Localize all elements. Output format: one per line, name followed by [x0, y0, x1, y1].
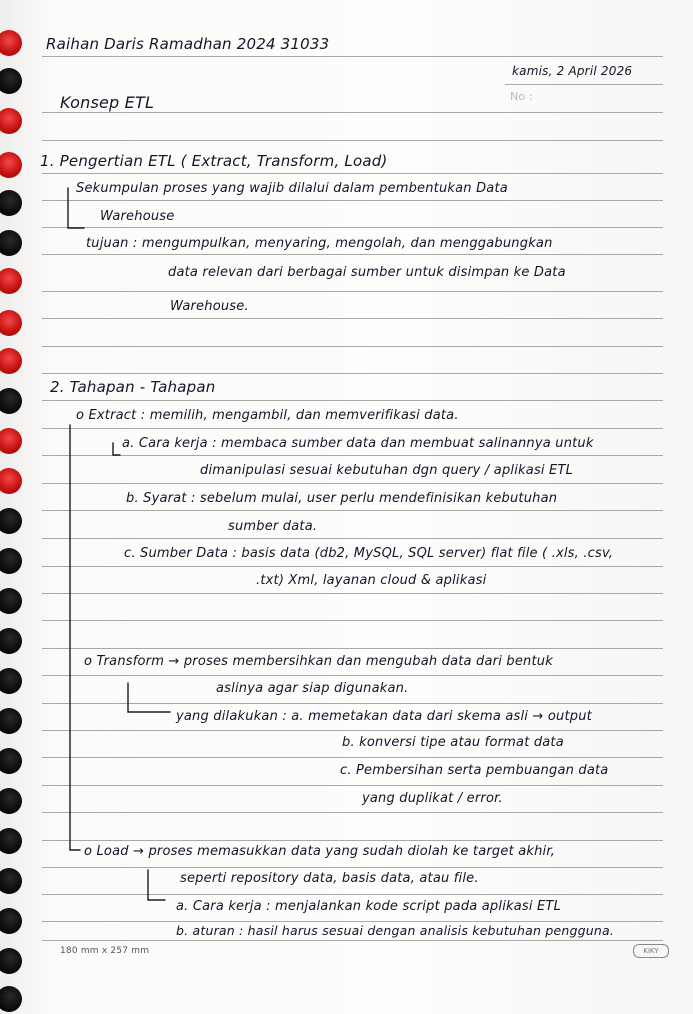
transform-point: yang duplikat / error.: [362, 791, 503, 806]
goal-line: tujuan : mengumpulkan, menyaring, mengolah, dan menggabungkan: [86, 236, 553, 251]
transform-line: aslinya agar siap digunakan.: [216, 681, 409, 696]
transform-point: b. konversi tipe atau format data: [342, 735, 564, 750]
load-line: seperti repository data, basis data, atau file.: [180, 871, 479, 886]
goal-line: Warehouse.: [170, 299, 249, 314]
transform-point: c. Pembersihan serta pembuangan data: [340, 763, 609, 778]
load-point: b. aturan : hasil harus sesuai dengan analisis kebutuhan pengguna.: [176, 923, 615, 938]
extract-point: .txt) Xml, layanan cloud & aplikasi: [256, 573, 487, 588]
extract-point: dimanipulasi sesuai kebutuhan dgn query / aplikasi ETL: [200, 463, 574, 478]
extract-point: a. Cara kerja : membaca sumber data dan membuat salinannya untuk: [122, 436, 594, 451]
definition-line: Warehouse: [100, 209, 175, 224]
load-line: o Load → proses memasukkan data yang sudah diolah ke target akhir,: [84, 844, 556, 859]
extract-point: c. Sumber Data : basis data (db2, MySQL, SQL server) flat file ( .xls, .csv,: [124, 546, 614, 561]
author-name-line: Raihan Daris Ramadhan 2024 31033: [46, 35, 330, 53]
goal-line: data relevan dari berbagai sumber untuk disimpan ke Data: [168, 265, 566, 280]
transform-line: o Transform → proses membersihkan dan mengubah data dari bentuk: [84, 654, 553, 669]
transform-point: yang dilakukan : a. memetakan data dari skema asli → output: [176, 709, 592, 724]
paper-size-label: 180 mm x 257 mm: [60, 946, 150, 956]
extract-point: b. Syarat : sebelum mulai, user perlu mendefinisikan kebutuhan: [126, 491, 558, 506]
section1-heading: 1. Pengertian ETL ( Extract, Transform, Load): [40, 152, 388, 170]
extract-line: o Extract : memilih, mengambil, dan memverifikasi data.: [76, 408, 459, 423]
definition-line: Sekumpulan proses yang wajib dilalui dalam pembentukan Data: [76, 181, 508, 196]
no-label: No :: [510, 90, 533, 103]
date-label: kamis, 2 April 2026: [512, 64, 633, 78]
page-title: Konsep ETL: [60, 93, 155, 112]
section2-heading: 2. Tahapan - Tahapan: [50, 378, 216, 396]
load-point: a. Cara kerja : menjalankan kode script pada aplikasi ETL: [176, 899, 562, 914]
brand-logo: KIKY: [633, 944, 669, 958]
extract-point: sumber data.: [228, 519, 318, 534]
